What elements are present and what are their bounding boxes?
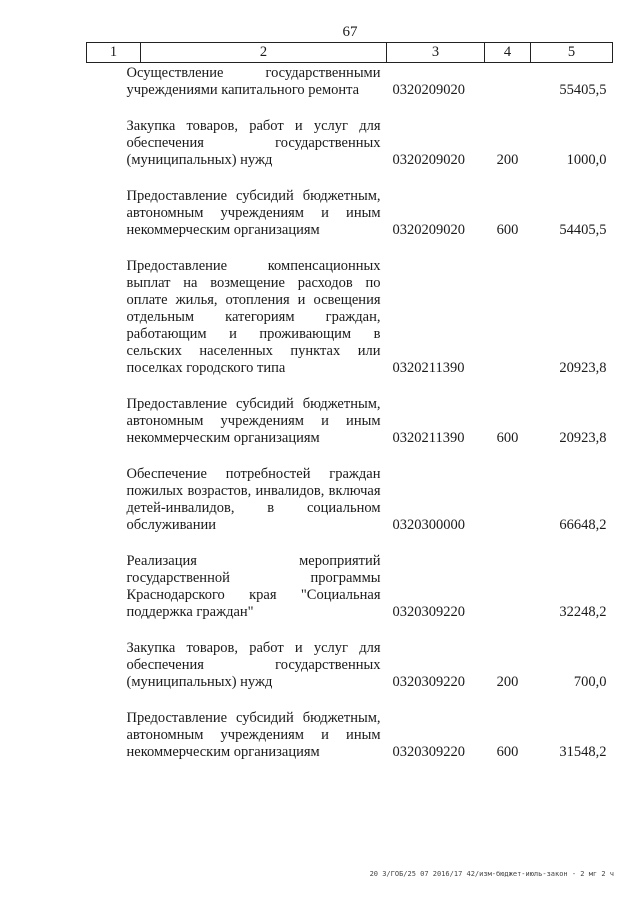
- table-row: [87, 640, 613, 691]
- row-type: [485, 466, 531, 534]
- row-type: [485, 553, 531, 621]
- row-type: 600: [496, 744, 519, 760]
- row-type: 200: [496, 152, 519, 168]
- row-description: Реализация мероприятий государственной программы Краснодарского края "Социальная поддержка граждан": [126, 553, 381, 620]
- row-type: 600: [496, 430, 519, 446]
- row-code: 0320309220: [392, 744, 465, 760]
- budget-table: [86, 42, 613, 761]
- row-description: Предоставление субсидий бюджетным, автономным учреждениям и иным некоммерческим организациям: [126, 188, 381, 238]
- row-code: 0320309220: [392, 604, 465, 620]
- row-code: 0320300000: [392, 517, 465, 533]
- table-row: [87, 118, 613, 169]
- row-code: 0320309220: [392, 674, 465, 690]
- row-code: 0320211390: [392, 430, 465, 446]
- row-description: Закупка товаров, работ и услуг для обеспечения государственных (муниципальных) нужд: [126, 640, 381, 690]
- row-description: Предоставление субсидий бюджетным, автономным учреждениям и иным некоммерческим организациям: [126, 710, 381, 760]
- row-description: Осуществление государственными учреждениями капитального ремонта: [126, 65, 381, 98]
- column-header-1: 1: [87, 43, 141, 63]
- row-type: [485, 65, 531, 99]
- row-amount: 55405,5: [559, 82, 607, 98]
- column-header-4: 4: [485, 43, 531, 63]
- row-amount: 54405,5: [559, 222, 607, 238]
- table-row: [87, 65, 613, 99]
- row-description: Закупка товаров, работ и услуг для обеспечения государственных (муниципальных) нужд: [126, 118, 381, 168]
- table-row: [87, 258, 613, 377]
- row-amount: 20923,8: [559, 360, 607, 376]
- table-row: [87, 396, 613, 447]
- row-amount: 1000,0: [566, 152, 607, 168]
- table-row: [87, 553, 613, 621]
- row-amount: 20923,8: [559, 430, 607, 446]
- row-code: 0320211390: [392, 360, 465, 376]
- row-type: [485, 258, 531, 377]
- row-amount: 700,0: [573, 674, 607, 690]
- column-header-5: 5: [531, 43, 613, 63]
- row-code: 0320209020: [392, 222, 465, 238]
- row-description: Обеспечение потребностей граждан пожилых возрастов, инвалидов, включая детей-инвалидов, в социальном обслуживании: [126, 466, 381, 533]
- row-description: Предоставление субсидий бюджетным, автономным учреждениям и иным некоммерческим организациям: [126, 396, 381, 446]
- header-row: [87, 43, 613, 63]
- row-amount: 66648,2: [559, 517, 607, 533]
- table-row: [87, 188, 613, 239]
- row-type: 600: [496, 222, 519, 238]
- row-amount: 31548,2: [559, 744, 607, 760]
- row-code: 0320209020: [392, 152, 465, 168]
- row-type: 200: [496, 674, 519, 690]
- footer-note: 20 3/ГОБ/25 07 2016/17 42/изм-бюджет-июль-закон - 2 мг 2 ч: [369, 870, 614, 878]
- table-row: [87, 710, 613, 761]
- row-description: Предоставление компенсационных выплат на возмещение расходов по оплате жилья, отопления и освещения отдельным категориям граждан, работающим и проживающим в сельских населенных пунктах или поселках городского типа: [126, 258, 381, 376]
- page-number: 67: [342, 24, 358, 40]
- table-row: [87, 466, 613, 534]
- column-header-3: 3: [387, 43, 485, 63]
- row-amount: 32248,2: [559, 604, 607, 620]
- column-header-2: 2: [141, 43, 387, 63]
- row-code: 0320209020: [392, 82, 465, 98]
